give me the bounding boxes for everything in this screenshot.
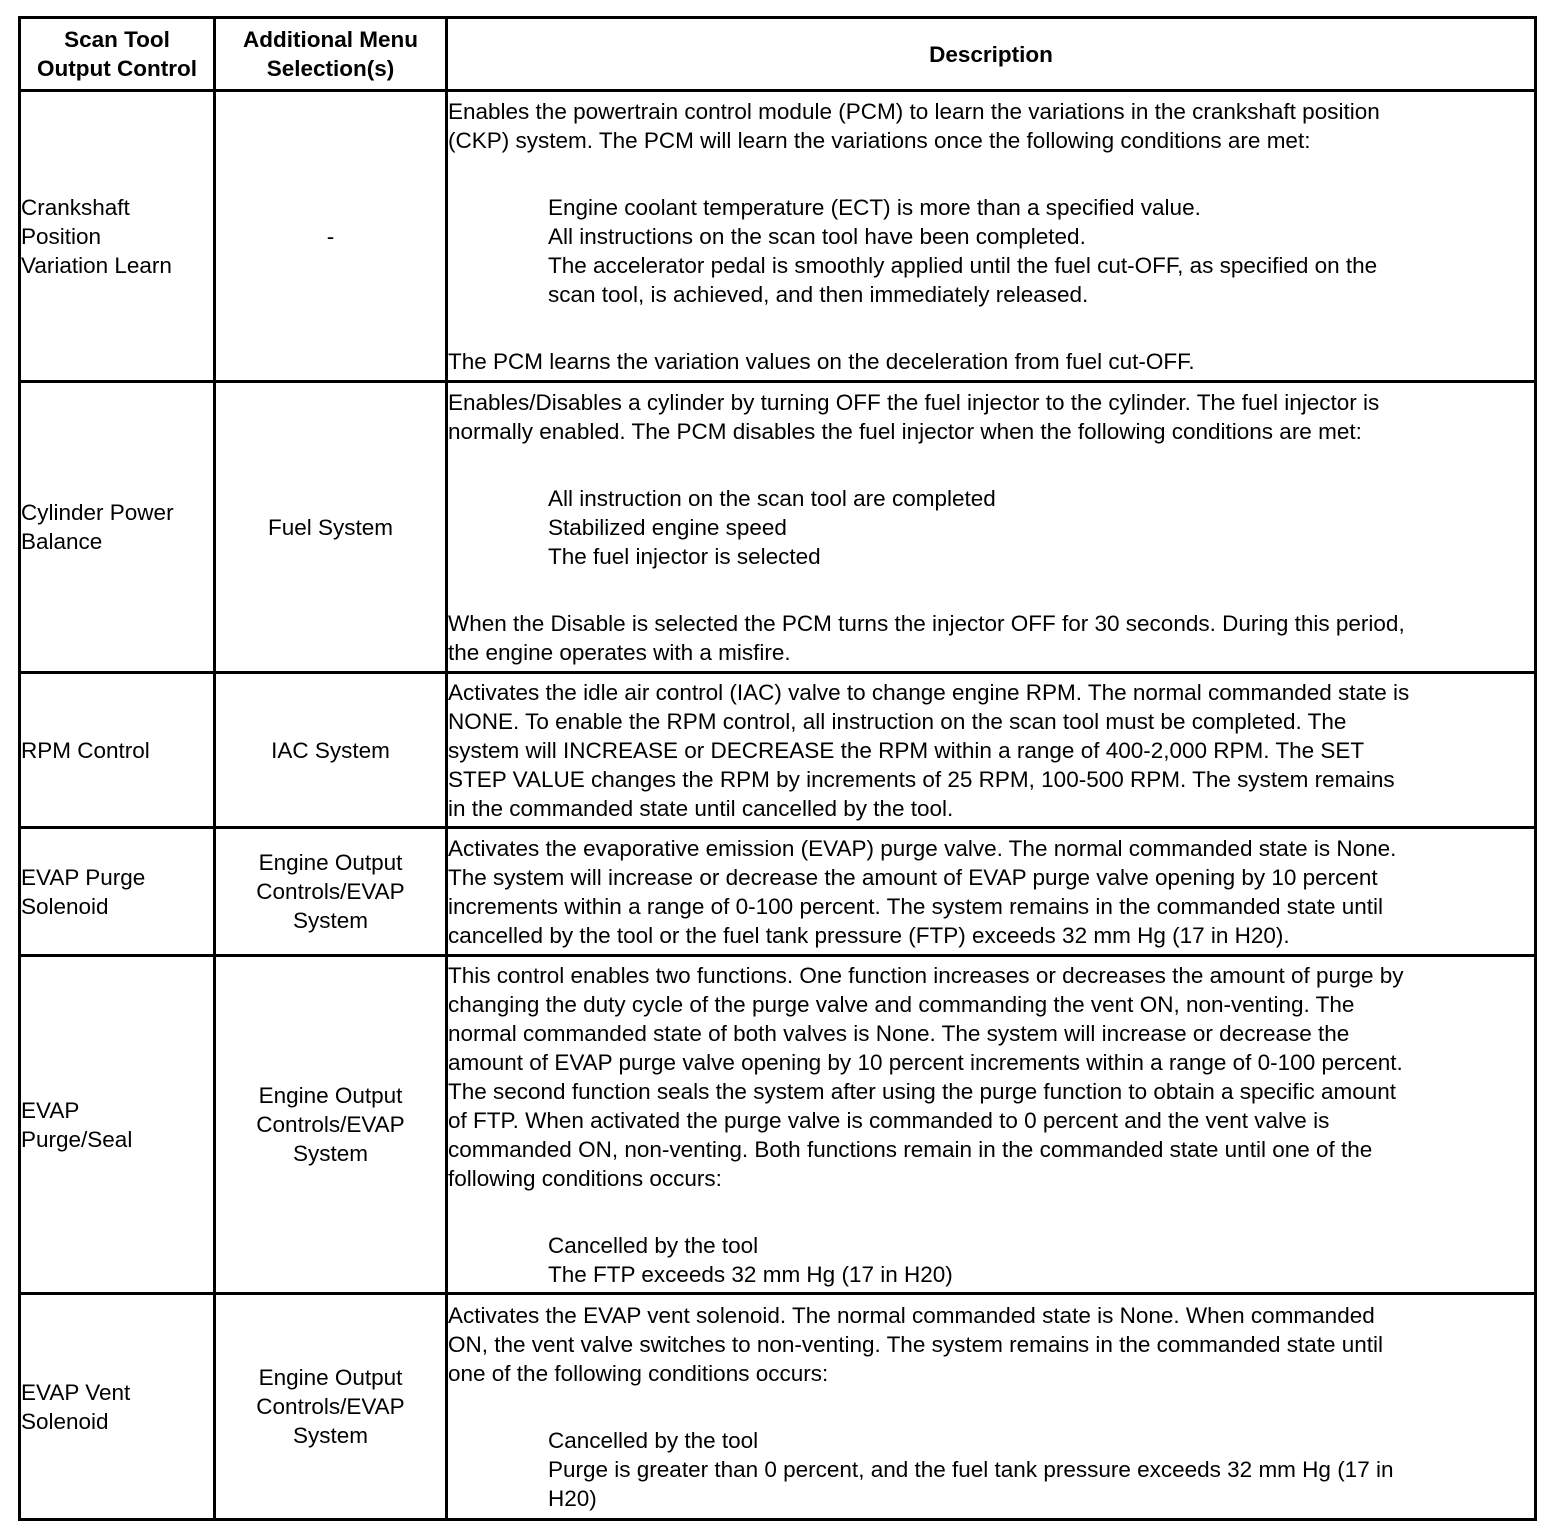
condition-item: All instruction on the scan tool are completed <box>548 485 996 511</box>
header-scan-tool-output-control: Scan Tool Output Control <box>20 18 215 91</box>
condition-item: Engine coolant temperature (ECT) is more than a specified value. <box>548 194 1201 220</box>
menu-selection: Engine Output Controls/EVAP System <box>215 828 447 956</box>
table-row <box>20 91 1536 382</box>
output-controls-table <box>18 16 1537 1521</box>
description-intro: Activates the idle air control (IAC) valve to change engine RPM. The normal commanded state is NONE. To enable the RPM control, all instruction on the scan tool must be completed. The system will INCREASE or DECREASE the RPM within a range of 400-2,000 RPM. The SET STEP VALUE changes the RPM by increments of 25 RPM, 100-500 RPM. The system remains in the commanded state until cancelled by the tool. <box>448 679 1410 821</box>
menu-selection: Engine Output Controls/EVAP System <box>215 1294 447 1520</box>
header-row <box>20 18 1536 91</box>
control-name: Crankshaft Position Variation Learn <box>20 91 215 382</box>
description-intro: Activates the evaporative emission (EVAP) purge valve. The normal commanded state is None. The system will increase or decrease the amount of EVAP purge valve opening by 10 percent increments within a range of 0-100 percent. The system remains in the commanded state until cancelled by the tool or the fuel tank pressure (FTP) exceeds 32 mm Hg (17 in H20). <box>448 835 1397 948</box>
condition-item: Stabilized engine speed <box>548 514 787 540</box>
condition-item: The fuel injector is selected <box>548 543 821 569</box>
table-row <box>20 1294 1536 1520</box>
header-additional-menu-selection: Additional Menu Selection(s) <box>215 18 447 91</box>
header-description: Description <box>447 18 1536 91</box>
description <box>447 956 1536 1294</box>
control-name: RPM Control <box>20 673 215 828</box>
table-row <box>20 382 1536 673</box>
description-intro: Enables the powertrain control module (PCM) to learn the variations in the crankshaft position (CKP) system. The PCM will learn the variations once the following conditions are met: <box>448 98 1380 153</box>
description-outro: When the Disable is selected the PCM turns the injector OFF for 30 seconds. During this period, the engine operates with a misfire. <box>448 610 1405 665</box>
menu-selection: Fuel System <box>215 382 447 673</box>
description <box>447 91 1536 382</box>
menu-selection: IAC System <box>215 673 447 828</box>
condition-item: The accelerator pedal is smoothly applied until the fuel cut-OFF, as specified on the scan tool, is achieved, and then immediately released. <box>548 252 1378 307</box>
table-row <box>20 956 1536 1294</box>
menu-selection: Engine Output Controls/EVAP System <box>215 956 447 1294</box>
condition-item: All instructions on the scan tool have been completed. <box>548 223 1086 249</box>
table-row <box>20 673 1536 828</box>
description-intro: Enables/Disables a cylinder by turning OFF the fuel injector to the cylinder. The fuel injector is normally enabled. The PCM disables the fuel injector when the following conditions are met: <box>448 389 1380 444</box>
condition-item: Purge is greater than 0 percent, and the fuel tank pressure exceeds 32 mm Hg (17 in H20) <box>548 1456 1394 1511</box>
description <box>447 828 1536 956</box>
control-name: Cylinder Power Balance <box>20 382 215 673</box>
control-name: EVAP Purge Solenoid <box>20 828 215 956</box>
control-name: EVAP Vent Solenoid <box>20 1294 215 1520</box>
condition-item: Cancelled by the tool <box>548 1427 759 1453</box>
condition-item: The FTP exceeds 32 mm Hg (17 in H20) <box>548 1261 953 1287</box>
description-outro: The PCM learns the variation values on the deceleration from fuel cut-OFF. <box>448 348 1195 374</box>
condition-item: Cancelled by the tool <box>548 1232 759 1258</box>
description-intro: This control enables two functions. One function increases or decreases the amount of purge by changing the duty cycle of the purge valve and commanding the vent ON, non-venting. The normal commanded state of both valves is None. The system will increase or decrease the amount of EVAP purge valve opening by 10 percent increments within a range of 0-100 percent. The second function seals the system after using the purge function to obtain a specific amount of FTP. When activated the purge valve is commanded to 0 percent and the vent valve is commanded ON, non-venting. Both functions remain in the commanded state until one of the following conditions occurs: <box>448 962 1404 1191</box>
table-row <box>20 828 1536 956</box>
description-intro: Activates the EVAP vent solenoid. The normal commanded state is None. When commanded ON, the vent valve switches to non-venting. The system remains in the commanded state until one of the following conditions occurs: <box>448 1302 1384 1386</box>
description <box>447 1294 1536 1520</box>
control-name: EVAP Purge/Seal <box>20 956 215 1294</box>
description <box>447 382 1536 673</box>
menu-selection: - <box>215 91 447 382</box>
description <box>447 673 1536 828</box>
